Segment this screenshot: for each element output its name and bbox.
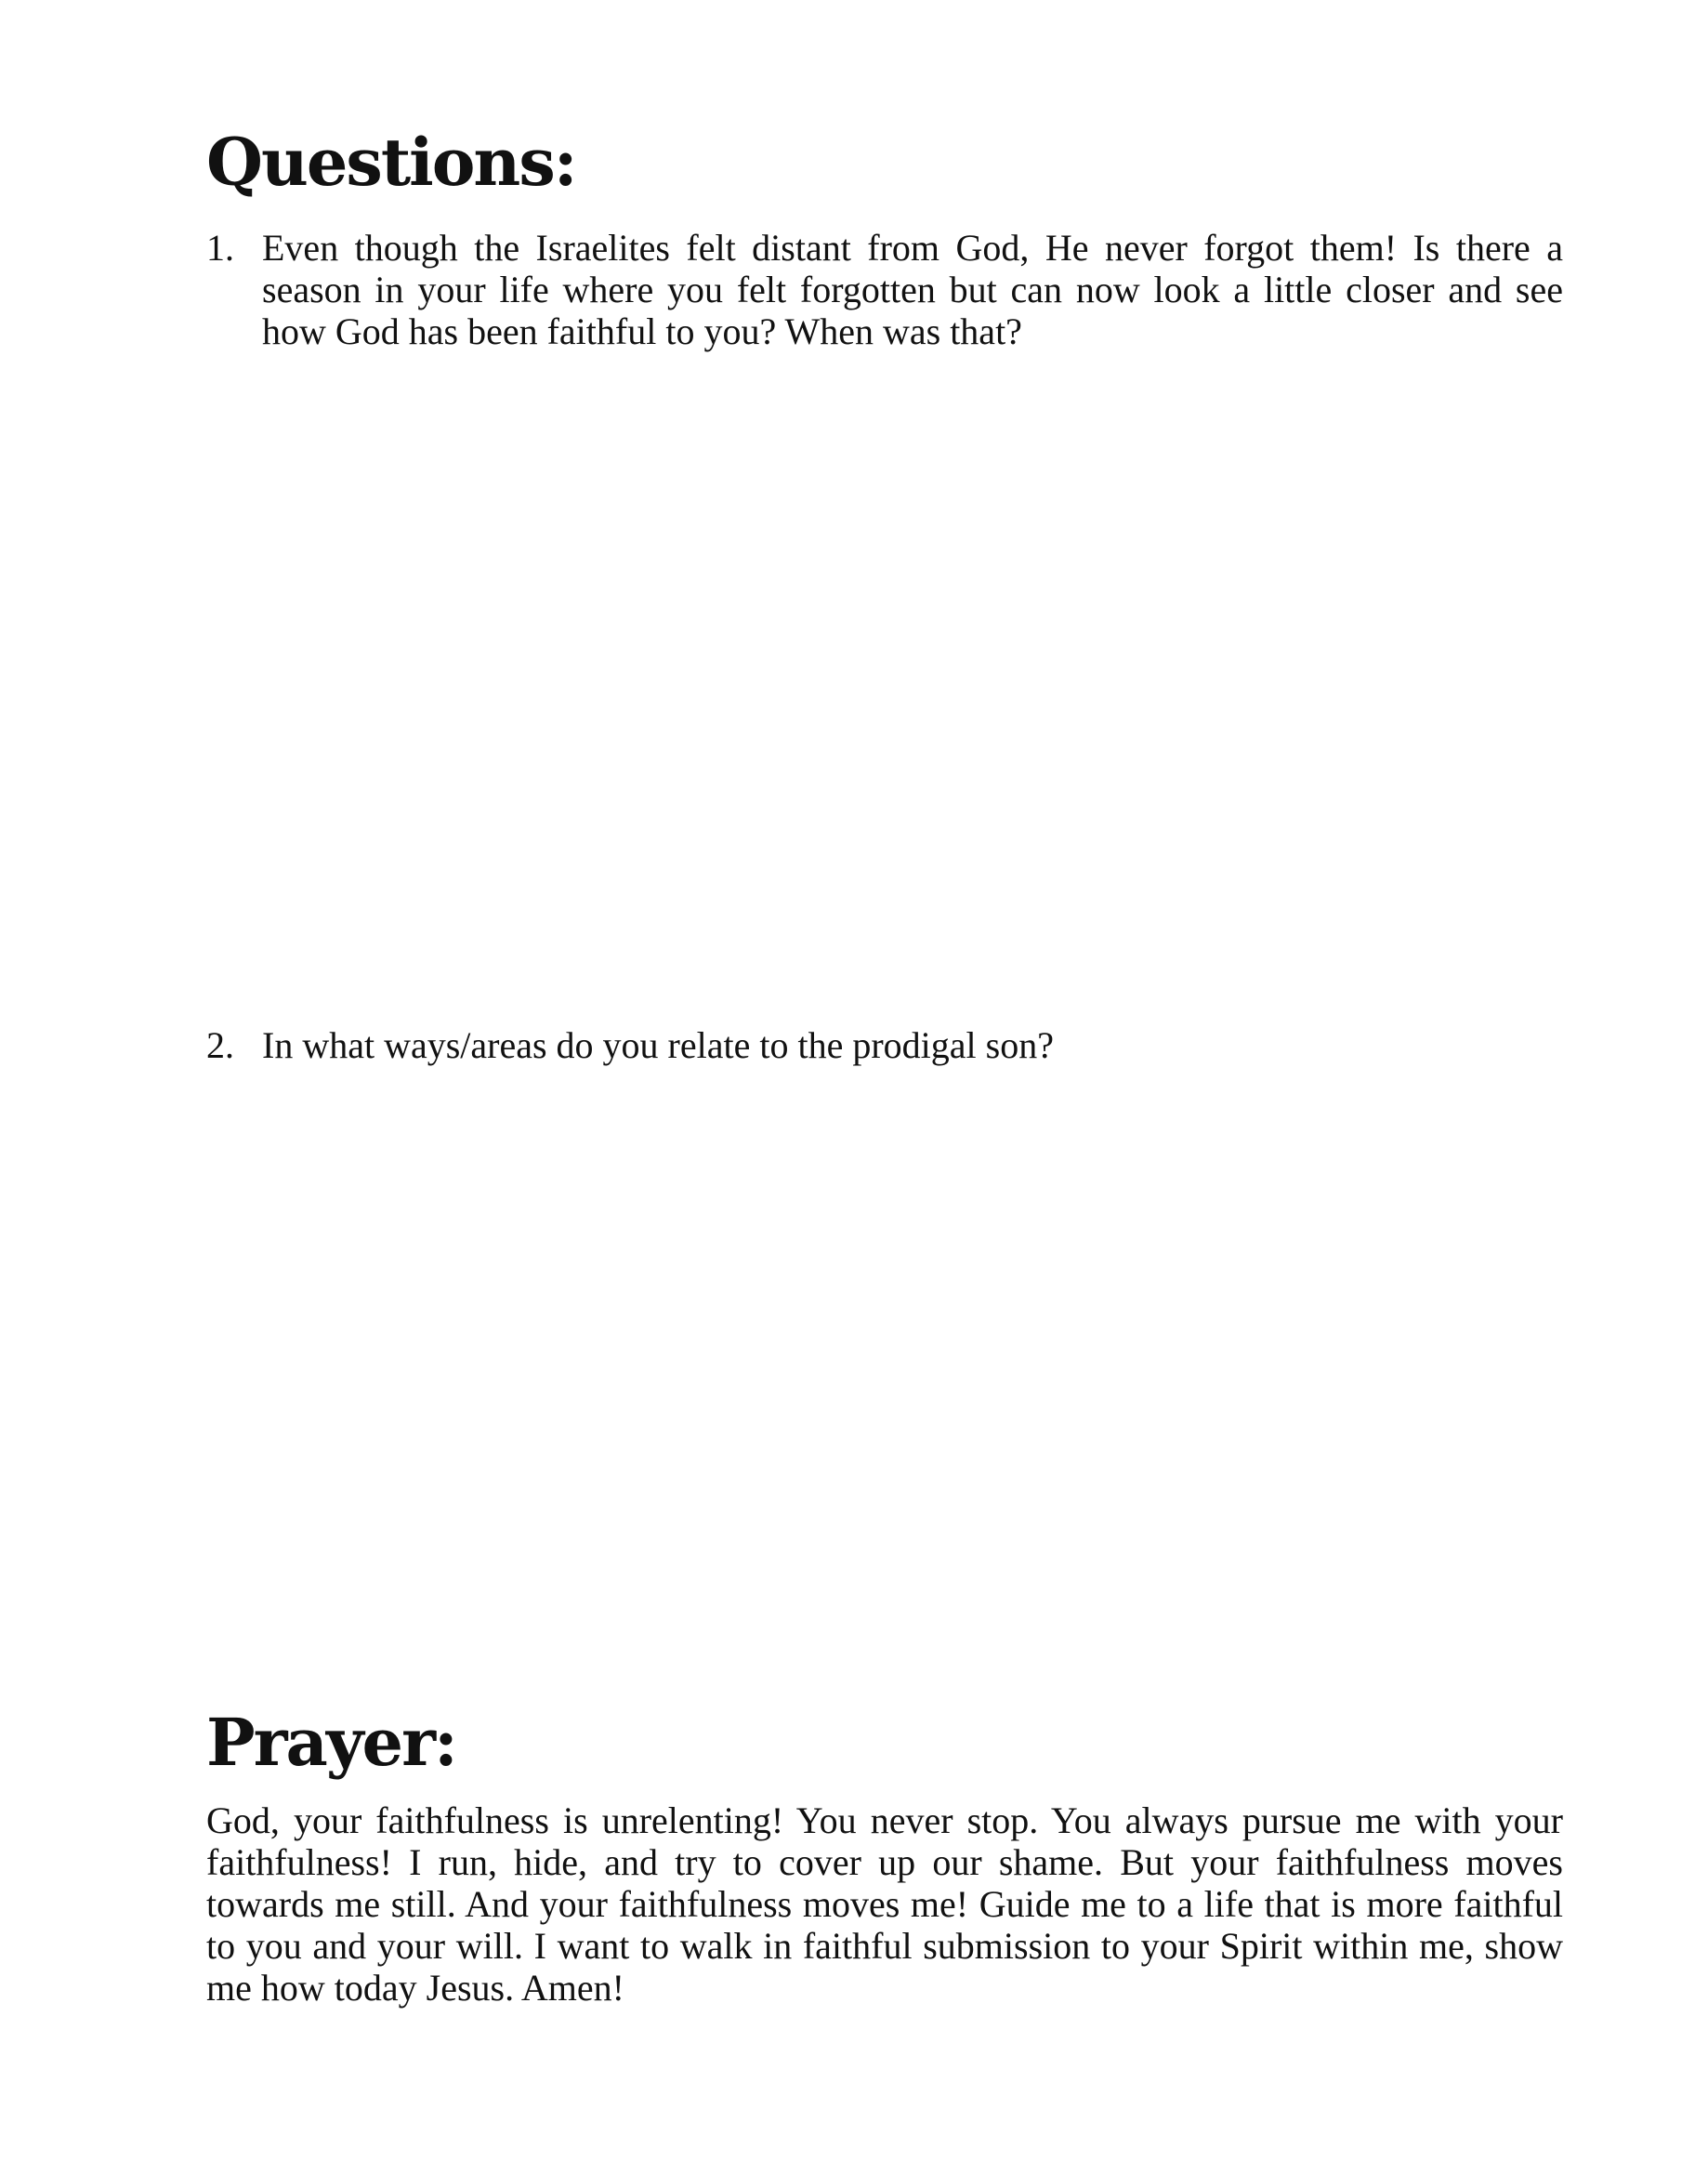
- questions-heading: Questions:: [206, 124, 576, 201]
- prayer-text: God, your faithfulness is unrelenting! You never stop. You always pursue me with your faithfulness! I run, hide, and try to cover up our shame. But your faithfulness moves towards me still. And your faithfulness moves me! Guide me to a life that is more faithful to you and your will. I want to walk in faithful submission to your Spirit within me, show me how today Jesus. Amen!: [206, 1799, 1563, 2009]
- question-text: In what ways/areas do you relate to the prodigal son?: [262, 1024, 1054, 1066]
- question-number: 1.: [206, 227, 234, 269]
- question-number: 2.: [206, 1024, 234, 1066]
- question-item: [206, 227, 1563, 352]
- question-item: [206, 1024, 1563, 1066]
- prayer-heading: Prayer:: [206, 1704, 456, 1781]
- question-text: Even though the Israelites felt distant from God, He never forgot them! Is there a season in your life where you felt forgotten but can now look a little closer and see how God has been faithful to you? When was that?: [262, 227, 1563, 352]
